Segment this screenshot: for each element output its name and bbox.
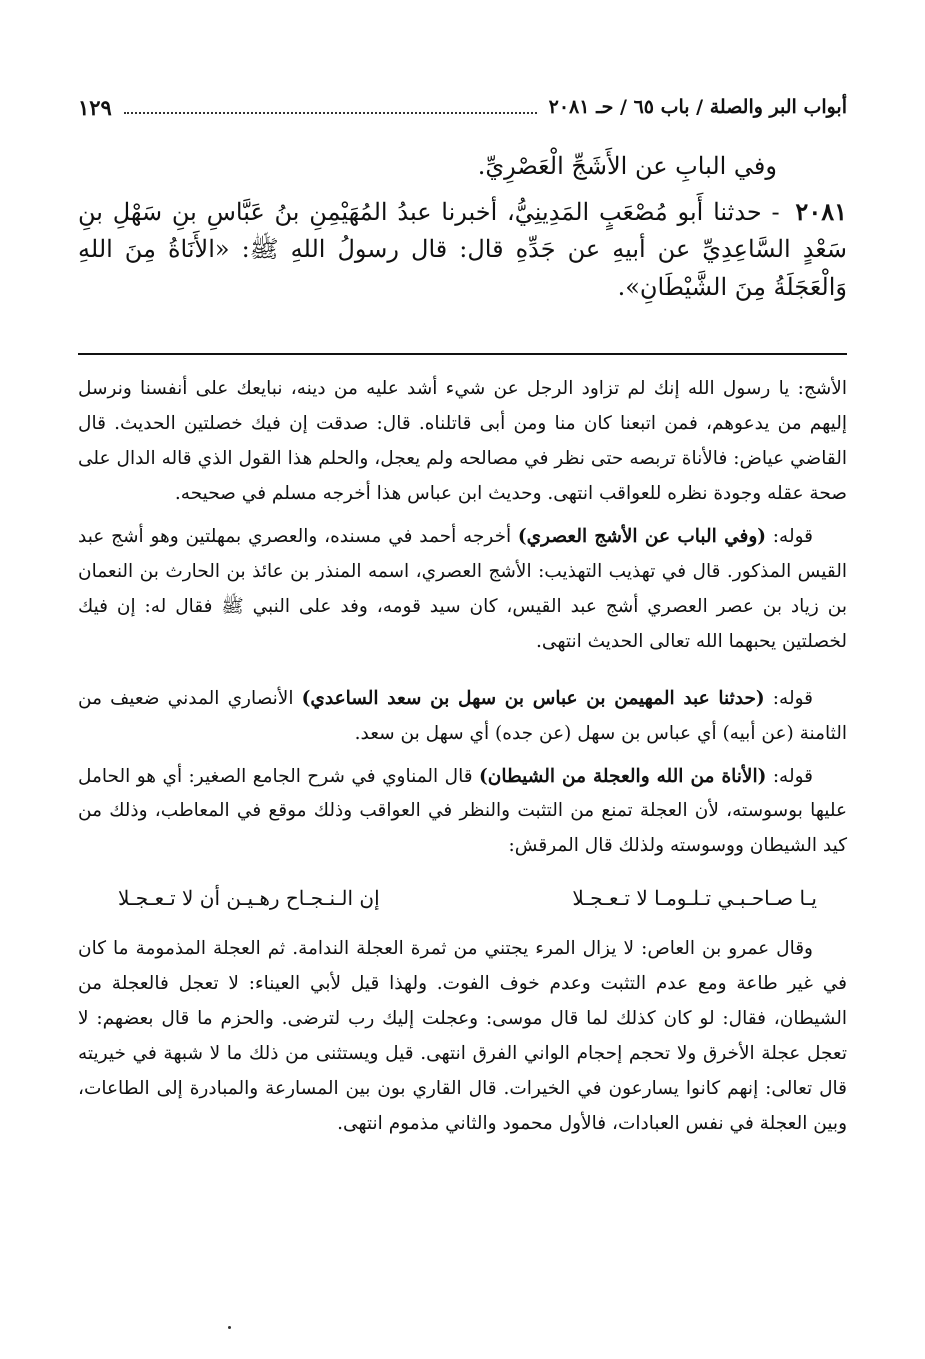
- hadith-2081: [78, 193, 847, 306]
- quoted-lemma: (الأناة من الله والعجلة من الشيطان): [479, 765, 767, 787]
- commentary-text: أخرجه أحمد في مسنده، والعصري بمهلتين وهو أشج عبد القيس المذكور. قال في تهذيب التهذيب: الأشج العصري، اسمه المنذر بن عائذ بن الحارث بن النعمان بن زياد بن عصر العصري أشج عبد القيس، كان سيد قومه، وفد على النبي ﷺ فقال له: إن فيك لخصلتين يحبهما الله تعالى الحديث انتهى.: [78, 525, 847, 652]
- leader-dots: [124, 100, 537, 114]
- verse-second-hemistich: إن الـنـجـاح رهـيـن أن لا تـعـجـلا: [118, 886, 380, 911]
- hadith-main-text: [78, 148, 847, 306]
- poetry-verse: [78, 872, 847, 926]
- commentary-text: الأنصاري المدني ضعيف من الثامنة: [78, 687, 847, 744]
- page-number: ١٢٩: [78, 94, 112, 120]
- commentary-text: قال المناوي في شرح الجامع الصغير: أي هو الحامل عليها بوسوسته، لأن العجلة تمنع من التثبت والنظر في العواقب وذلك موقع في المعاطب، وذلك من كيد الشيطان ووسوسته ولذلك قال المرقش:: [78, 765, 847, 857]
- chapter-note: وفي البابِ عن الأَشَجِّ الْعَصْرِيِّ.: [477, 152, 777, 180]
- commentary-para-4: [78, 760, 847, 865]
- hadith-number: ٢٠٨١: [795, 197, 847, 227]
- hadith-text: - حدثنا أَبو مُصْعَبٍ المَدِينِيُّ، أخبرنا عبدُ المُهَيْمِنِ بنُ عَبَّاسِ بنِ سَهْلِ بنِ سَعْدٍ السَّاعِدِيِّ عن أبيهِ عن جَدِّهِ قال: قال رسولُ اللهِ ﷺ: «الأَنَاةُ مِنَ اللهِ وَالْعَجَلَةُ مِنَ الشَّيْطَانِ».: [78, 198, 847, 301]
- commentary-para-2: [78, 520, 847, 660]
- verse-first-hemistich: يـا صـاحـبـي تـلـومـا لا تـعـجـلا: [572, 886, 817, 911]
- qawluhu-label: قوله:: [764, 687, 813, 709]
- page-dot: [228, 1326, 231, 1329]
- qawluhu-label: قوله:: [766, 525, 813, 547]
- chapter-title: أبواب البر والصلة / باب ٦٥ / حـ ٢٠٨١: [548, 96, 847, 118]
- commentary-para-1: الأشج: يا رسول الله إنك لم تزاود الرجل عن شيء أشد عليه من دينه، نبايعك على أنفسنا ونرسل إليهم من يدعوهم، فمن اتبعنا كان منا ومن أبى قاتلناه. قال: صدقت إن فيك خصلتين الحديث. قال القاضي عياض: فالأناة تربصه حتى نظر في مصالحه ولم يعجل، والحلم هذا القول الذي قاله الدال على صحة عقله وجودة نظره للعواقب انتهى. وحديث ابن عباس هذا أخرجه مسلم في صحيحه.: [78, 378, 847, 504]
- quoted-lemma: (حدثنا عبد المهيمن بن عباس بن سهل بن سعد الساعدي): [301, 687, 765, 709]
- quoted-lemma: (عن جده): [495, 722, 572, 744]
- footnote-divider: [78, 353, 847, 355]
- commentary: [78, 372, 847, 1150]
- commentary-text: أي سهل بن سعد.: [354, 722, 496, 744]
- quoted-lemma: (عن أبيه): [722, 722, 794, 744]
- running-header: [78, 92, 847, 122]
- commentary-text: أي عباس بن سهل: [571, 722, 723, 744]
- qawluhu-label: قوله:: [766, 765, 814, 787]
- quoted-lemma: (وفي الباب عن الأشج العصري): [517, 525, 767, 547]
- commentary-para-3: [78, 682, 847, 752]
- commentary-para-5: وقال عمرو بن العاص: لا يزال المرء يجتني من ثمرة العجلة الندامة. ثم العجلة المذمومة ما كان في غير طاعة ومع عدم التثبت وعدم خوف الفوت. ولهذا قيل لأبي العيناء: لا تعجل فالعجلة من الشيطان، فقال: لو كان كذلك لما قال موسى: وعجلت إليك رب لترضى. والحزم ما قال بعضهم: لا تعجل عجلة الأخرق ولا تحجم إحجام الواني الفرق انتهى. قيل ويستثنى من ذلك ما لا شبهة في خيريته قال تعالى: إنهم كانوا يسارعون في الخيرات. قال القاري بون بين المسارعة والمبادرة إلى الطاعات، وبين العجلة في نفس العبادات، فالأول محمود والثاني مذموم انتهى.: [78, 938, 847, 1134]
